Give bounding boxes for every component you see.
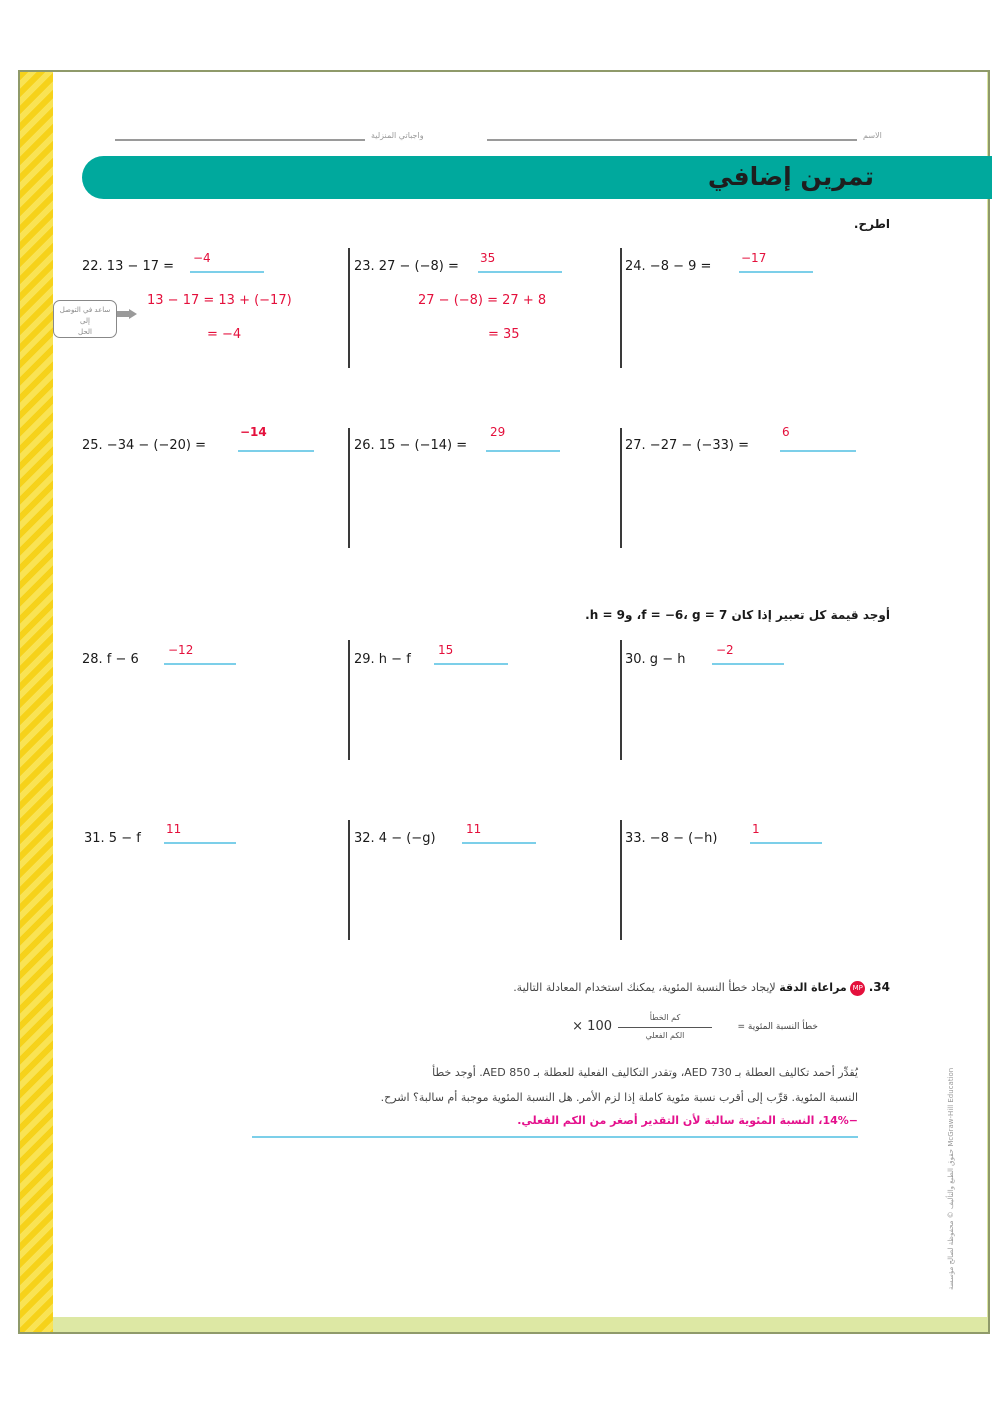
problem-34-text1: يُقدِّر أحمد تكاليف العطلة بـ AED 730، وتقدر التكاليف الفعلية للعطلة بـ AED 850. أوجد خطأ [432, 1066, 858, 1079]
tip-line1: ساعد في التوصل إلى [59, 306, 111, 325]
name-label: الاسم [863, 131, 882, 140]
subtract-instruction: اطرح. [853, 217, 890, 231]
formula-denominator: الكم الفعلي [645, 1031, 685, 1040]
problem-30: 30. g − h [625, 652, 686, 667]
answer-31: 11 [166, 822, 182, 836]
answer-30: −2 [716, 643, 734, 657]
answer-23: 35 [480, 251, 496, 265]
answer-22: −4 [193, 251, 211, 265]
answer-line [478, 271, 562, 273]
problem-27: 27. −27 − (−33) = [625, 438, 750, 453]
banner-title: تمرين إضافي [707, 162, 874, 191]
work-22-line1: 13 − 17 = 13 + (−17) [147, 293, 292, 308]
work-22-line2: = −4 [207, 327, 242, 342]
problem-34-intro: لإيجاد خطأ النسبة المئوية، يمكنك استخدام المعادلة التالية. [513, 981, 776, 994]
answer-line [434, 663, 508, 665]
name-line [115, 131, 885, 143]
copyright-text: حقوق الطبع والتأليف © محفوظة لصالح مؤسسة McGraw-Hill Education [947, 1067, 955, 1290]
answer-line [750, 842, 822, 844]
fraction-bar [618, 1027, 712, 1028]
math-practice-icon: MP [850, 981, 865, 996]
problem-23: 23. 27 − (−8) = [354, 259, 459, 274]
column-divider [348, 428, 350, 548]
tip-line2: الحل [78, 328, 92, 336]
problem-34-heading: مراعاة الدقة [779, 981, 847, 994]
problem-31: 31. 5 − f [84, 831, 141, 846]
answer-33: 1 [752, 822, 760, 836]
column-divider [348, 248, 350, 368]
formula-numerator: كم الخطأ [649, 1013, 681, 1022]
answer-25: −14 [240, 425, 267, 439]
problem-24: 24. −8 − 9 = [625, 259, 712, 274]
problem-34-header [513, 980, 890, 996]
problem-26: 26. 15 − (−14) = [354, 438, 468, 453]
answer-29: 15 [438, 643, 454, 657]
answer-24: −17 [741, 251, 767, 265]
problem-32: 32. 4 − (−g) [354, 831, 436, 846]
column-divider [620, 428, 622, 548]
problem-25: 25. −34 − (−20) = [82, 438, 207, 453]
answer-line [486, 450, 560, 452]
answer-32: 11 [466, 822, 482, 836]
answer-line [238, 450, 314, 452]
title-banner [82, 156, 992, 199]
column-divider [348, 820, 350, 940]
problem-34-number: 34. [868, 980, 890, 994]
answer-26: 29 [490, 425, 506, 439]
formula-rhs: × 100 [572, 1019, 612, 1034]
answer-line [164, 842, 236, 844]
answer-line [739, 271, 813, 273]
answer-line [164, 663, 236, 665]
work-23-line2: = 35 [488, 327, 520, 342]
column-divider [620, 820, 622, 940]
problem-34-answer: −14%، النسبة المئوية سالبة لأن التقدير أصغر من الكم الفعلي. [517, 1114, 858, 1127]
problem-29: 29. h − f [354, 652, 411, 667]
problem-33: 33. −8 − (−h) [625, 831, 718, 846]
evaluate-instruction: أوجد قيمة كل تعبير إذا كان f = −6، g = 7، وh = 9. [585, 608, 890, 622]
book-spine [20, 72, 53, 1332]
work-23-line1: 27 − (−8) = 27 + 8 [418, 293, 547, 308]
answer-28: −12 [168, 643, 194, 657]
problem-28: 28. f − 6 [82, 652, 139, 667]
tip-arrow-icon [117, 309, 137, 319]
column-divider [620, 248, 622, 368]
answer-27: 6 [782, 425, 790, 439]
answer-line [712, 663, 784, 665]
column-divider [620, 640, 622, 760]
answer-line [462, 842, 536, 844]
problem-34-text2: النسبة المئوية. قرِّب إلى أقرب نسبة مئوية كاملة إذا لزم الأمر. هل النسبة المئوية موجبة أم سالبة؟ اشرح. [380, 1091, 858, 1104]
period-label: واجباتي المنزلية [371, 131, 424, 140]
answer-line [190, 271, 264, 273]
tip-box [53, 300, 117, 338]
answer-line [780, 450, 856, 452]
column-divider [348, 640, 350, 760]
answer-line [252, 1136, 858, 1138]
formula-lhs: خطأ النسبة المئوية = [737, 1022, 818, 1032]
problem-22: 22. 13 − 17 = [82, 259, 175, 274]
